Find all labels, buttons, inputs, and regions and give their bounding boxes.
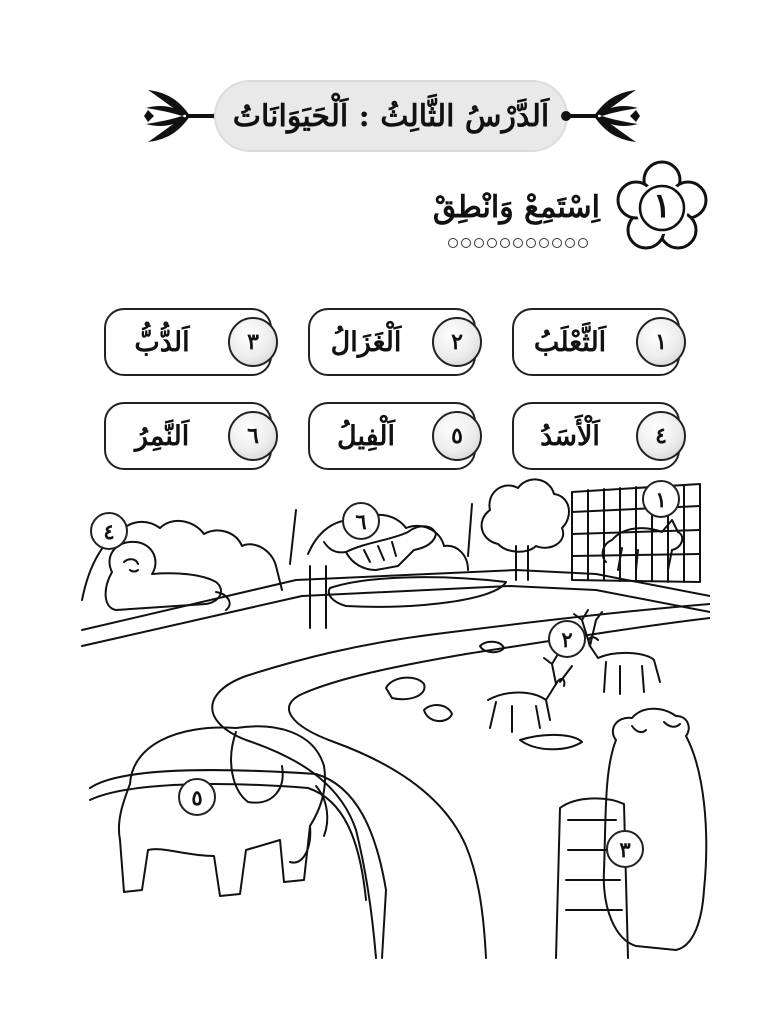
section-title: اِسْتَمِعْ وَانْطِقْ bbox=[432, 190, 600, 225]
vocab-number-badge: ١ bbox=[636, 317, 686, 367]
tiger bbox=[324, 542, 396, 562]
enclosure-wall bbox=[82, 586, 710, 646]
deer bbox=[488, 679, 564, 732]
tree bbox=[482, 479, 569, 551]
fox bbox=[603, 520, 683, 570]
scene-label-deer: ٢ bbox=[548, 620, 586, 658]
rock bbox=[424, 705, 452, 721]
bush bbox=[308, 515, 468, 570]
zoo-scene bbox=[76, 470, 710, 960]
vocab-number-badge: ٢ bbox=[432, 317, 482, 367]
bear bbox=[604, 709, 706, 950]
dotted-underline bbox=[448, 238, 588, 248]
zoo-path bbox=[212, 604, 710, 958]
enclosure-wall bbox=[82, 570, 710, 630]
rock bbox=[520, 735, 582, 749]
vocab-word: اَلْأَسَدُ bbox=[540, 420, 600, 452]
zoo-illustration bbox=[76, 470, 710, 960]
elephant bbox=[231, 732, 283, 803]
section-number: ١ bbox=[652, 186, 672, 226]
bear-enclosure bbox=[556, 798, 628, 958]
floral-ornament-icon bbox=[558, 84, 642, 148]
vocab-number-badge: ٤ bbox=[636, 411, 686, 461]
vocab-word: اَلنَّمِرُ bbox=[134, 420, 190, 452]
vocab-word: اَلدُّبُّ bbox=[134, 326, 190, 358]
elephant-enclosure bbox=[90, 770, 386, 958]
vocab-word: اَلْغَزَالُ bbox=[330, 326, 402, 358]
lion bbox=[106, 542, 221, 610]
fence-post bbox=[310, 566, 326, 628]
pond bbox=[329, 577, 506, 607]
scene-label-fox: ١ bbox=[642, 480, 680, 518]
scene-label-elephant: ٥ bbox=[178, 778, 216, 816]
vocab-word: اَلْفِيلُ bbox=[337, 420, 395, 452]
vocab-number-badge: ٦ bbox=[228, 411, 278, 461]
vocab-number-badge: ٥ bbox=[432, 411, 482, 461]
rock bbox=[386, 678, 425, 700]
deer bbox=[589, 637, 660, 694]
lesson-title: اَلدَّرْسُ الثَّالِثُ : اَلْحَيَوَانَاتُ bbox=[232, 98, 550, 134]
scene-label-lion: ٤ bbox=[90, 512, 128, 550]
bear bbox=[632, 722, 680, 732]
vocab-number-badge: ٣ bbox=[228, 317, 278, 367]
vocab-word: اَلثَّعْلَبُ bbox=[533, 326, 607, 358]
scene-label-tiger: ٦ bbox=[342, 502, 380, 540]
lesson-title-banner bbox=[214, 80, 568, 152]
zoo-path bbox=[289, 618, 710, 958]
scene-label-bear: ٣ bbox=[606, 830, 644, 868]
elephant bbox=[119, 726, 325, 896]
